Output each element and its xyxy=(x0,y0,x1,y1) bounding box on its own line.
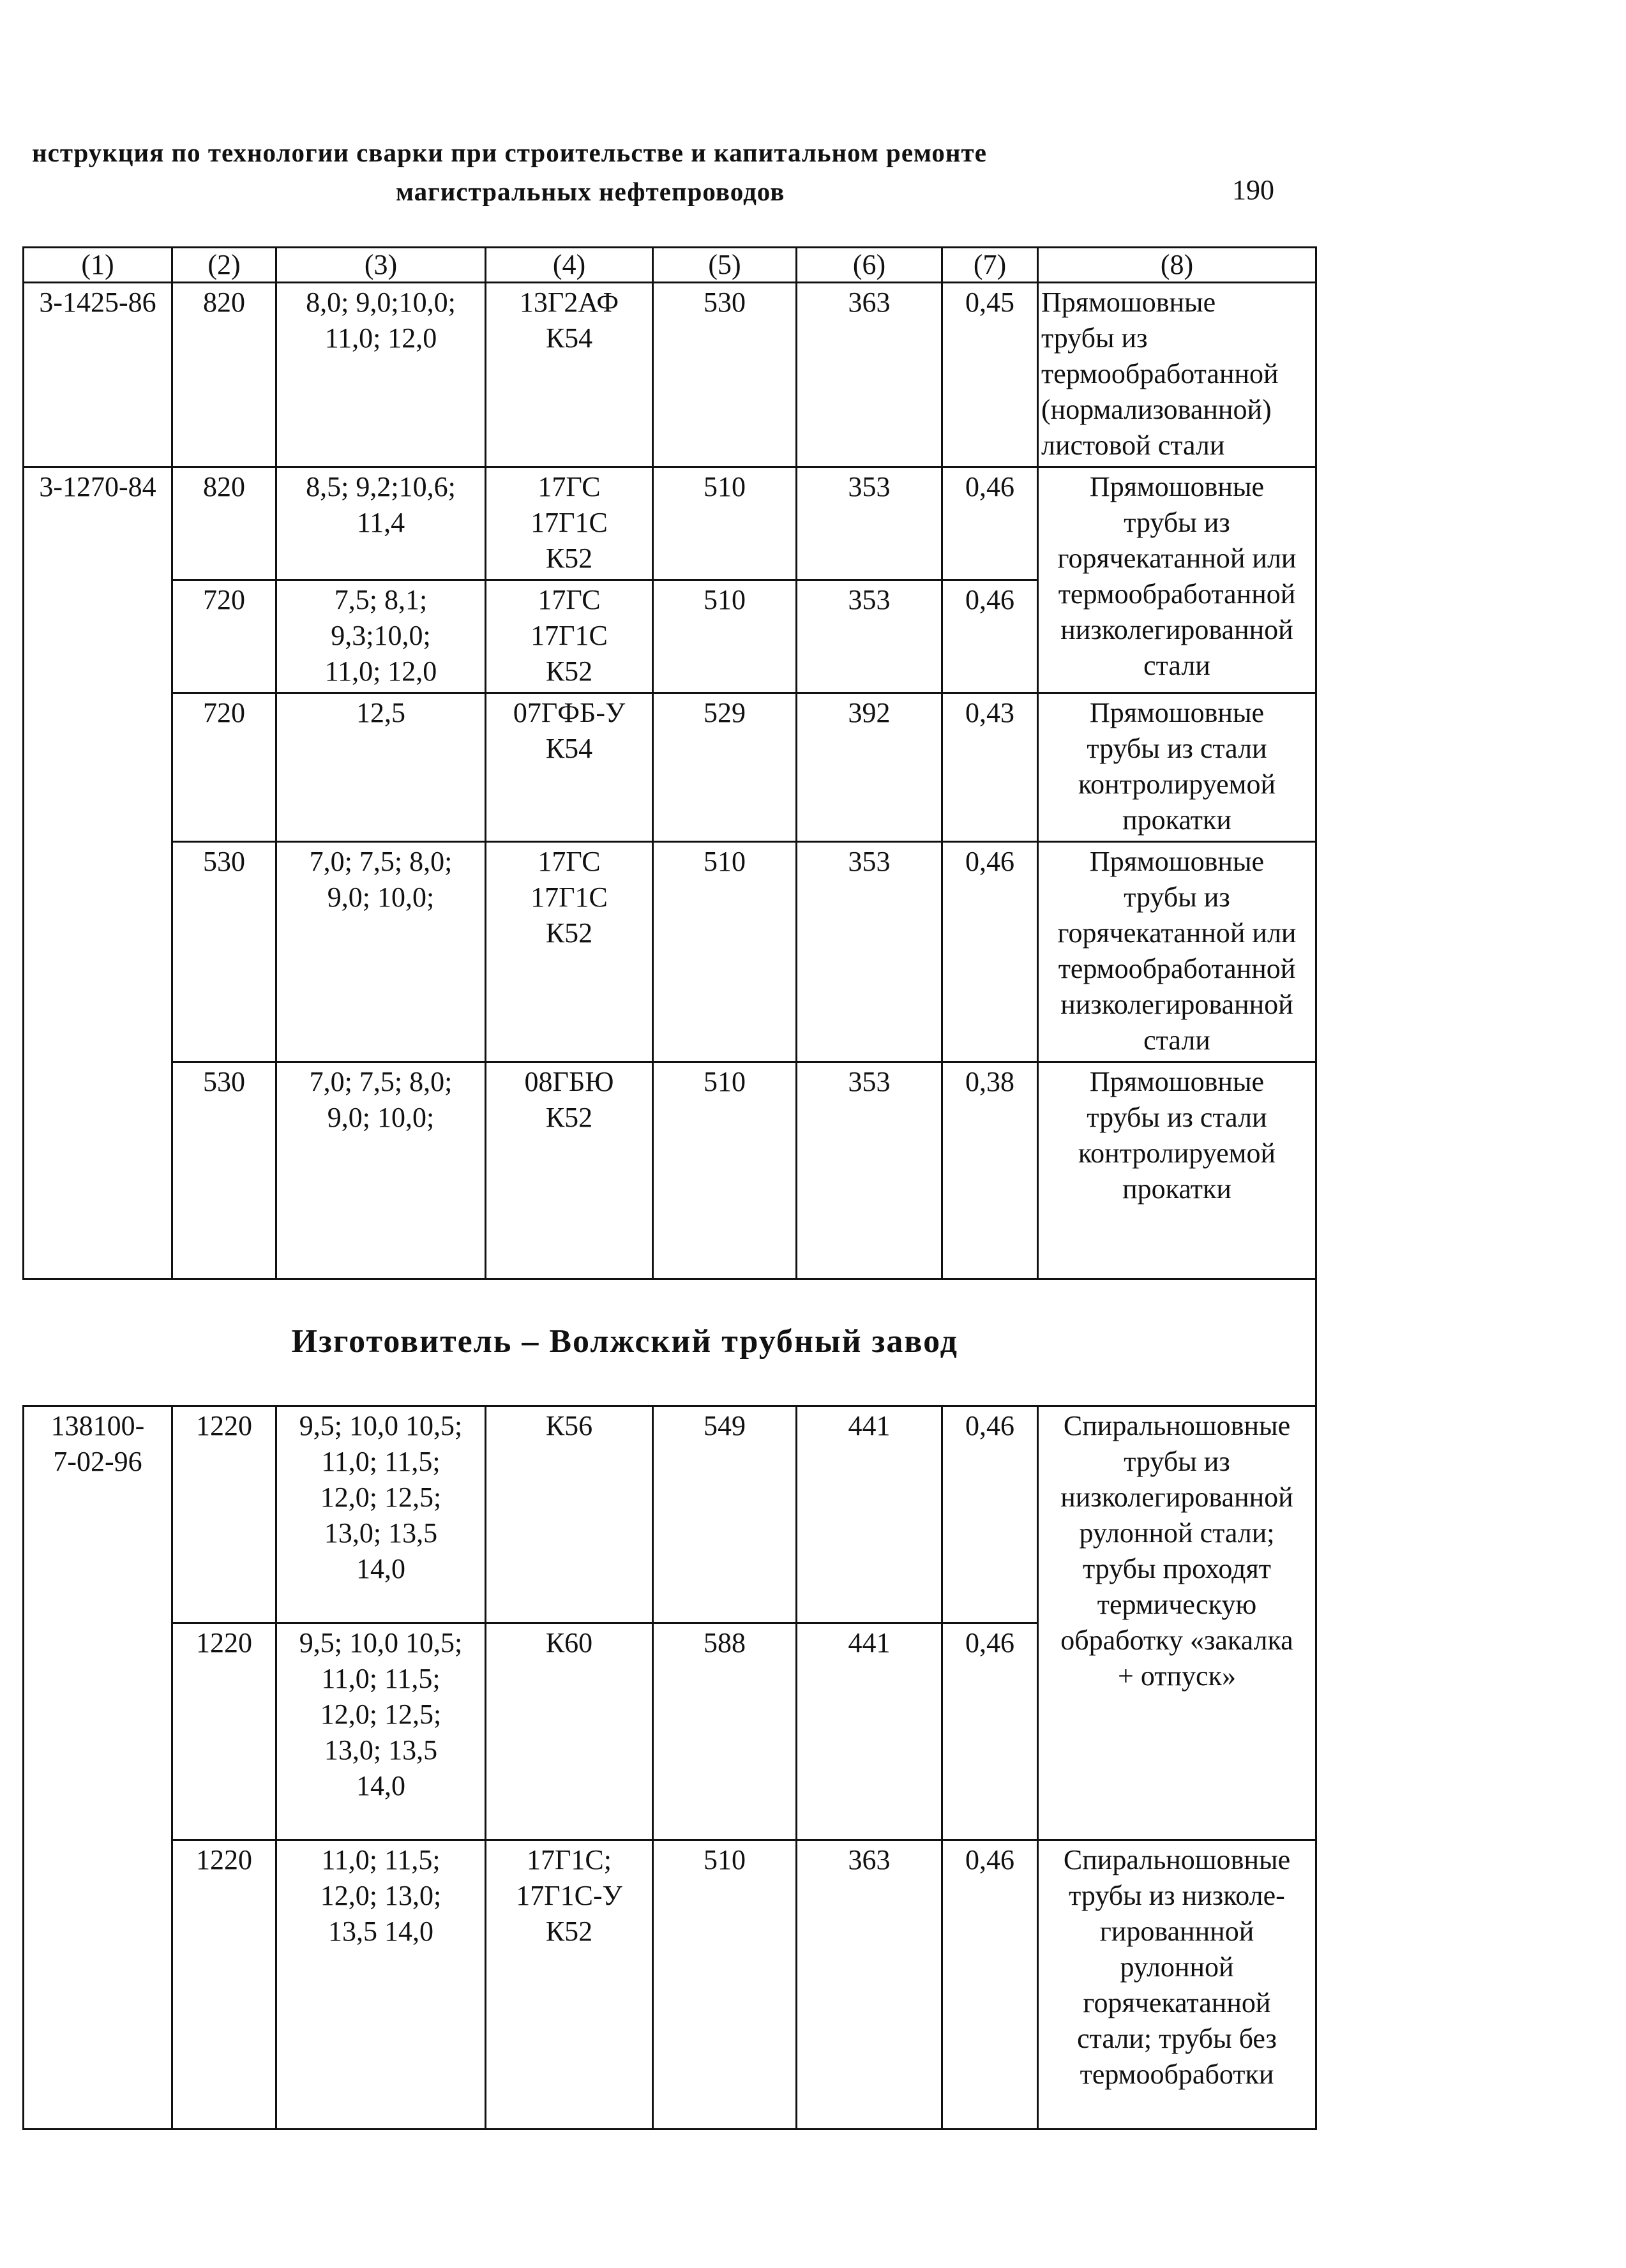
table-row xyxy=(24,1406,1316,1623)
cell-thickness: 11,0; 11,5; 12,0; 13,0; 13,5 14,0 xyxy=(276,1840,486,2129)
cell-thickness: 7,0; 7,5; 8,0; 9,0; 10,0; xyxy=(276,842,486,1062)
cell-col6: 363 xyxy=(797,283,942,467)
cell-steel: 17Г1С; 17Г1С-У К52 xyxy=(486,1840,653,2129)
cell-col5: 510 xyxy=(653,580,797,693)
cell-col6: 441 xyxy=(797,1406,942,1623)
cell-diameter: 720 xyxy=(172,693,276,842)
cell-thickness: 8,0; 9,0;10,0; 11,0; 12,0 xyxy=(276,283,486,467)
cell-steel: К56 xyxy=(486,1406,653,1623)
cell-col6: 353 xyxy=(797,467,942,580)
cell-col5: 530 xyxy=(653,283,797,467)
cell-diameter: 1220 xyxy=(172,1623,276,1840)
cell-steel: 17ГС 17Г1С К52 xyxy=(486,580,653,693)
cell-diameter: 820 xyxy=(172,467,276,580)
cell-description: Прямошовные трубы из термообработанной (нормализованной) листовой стали xyxy=(1038,283,1316,467)
cell-steel: 08ГБЮ К52 xyxy=(486,1062,653,1279)
cell-spec: 3-1425-86 xyxy=(24,283,172,467)
section-row xyxy=(24,1279,1316,1406)
column-header: (1) xyxy=(24,248,172,283)
cell-thickness: 9,5; 10,0 10,5; 11,0; 11,5; 12,0; 12,5; 13,0; 13,5 14,0 xyxy=(276,1406,486,1623)
table-row xyxy=(24,842,1316,1062)
cell-thickness: 7,5; 8,1; 9,3;10,0; 11,0; 12,0 xyxy=(276,580,486,693)
table-row xyxy=(24,467,1316,580)
cell-col7: 0,46 xyxy=(942,580,1038,693)
column-header: (2) xyxy=(172,248,276,283)
cell-steel: 13Г2АФ К54 xyxy=(486,283,653,467)
cell-diameter: 1220 xyxy=(172,1840,276,2129)
cell-col7: 0,46 xyxy=(942,467,1038,580)
cell-description: Прямошовные трубы из горячекатанной или термообработанной низколегированной стали xyxy=(1038,467,1316,693)
cell-col6: 353 xyxy=(797,1062,942,1279)
cell-steel: К60 xyxy=(486,1623,653,1840)
cell-col6: 363 xyxy=(797,1840,942,2129)
cell-col7: 0,43 xyxy=(942,693,1038,842)
cell-description: Спиральношовные трубы из низколегированной рулонной стали; трубы проходят термическую обработку «закалка + отпуск» xyxy=(1038,1406,1316,1840)
cell-diameter: 530 xyxy=(172,842,276,1062)
cell-steel: 07ГФБ-У К54 xyxy=(486,693,653,842)
cell-col7: 0,46 xyxy=(942,1406,1038,1623)
cell-col5: 510 xyxy=(653,467,797,580)
cell-col5: 529 xyxy=(653,693,797,842)
cell-description: Прямошовные трубы из стали контролируемой прокатки xyxy=(1038,1062,1316,1279)
cell-spec: 3-1270-84 xyxy=(24,467,172,1279)
document-header-line2: магистральных нефтепроводов xyxy=(396,177,785,206)
page-number: 190 xyxy=(1232,174,1274,206)
cell-col6: 392 xyxy=(797,693,942,842)
cell-col7: 0,38 xyxy=(942,1062,1038,1279)
cell-col7: 0,46 xyxy=(942,842,1038,1062)
pipe-specs-table xyxy=(22,246,1317,2130)
cell-diameter: 820 xyxy=(172,283,276,467)
section-title: Изготовитель – Волжский трубный завод xyxy=(24,1279,1316,1406)
cell-spec: 138100- 7-02-96 xyxy=(24,1406,172,2129)
cell-col6: 353 xyxy=(797,842,942,1062)
column-header: (3) xyxy=(276,248,486,283)
table-row xyxy=(24,693,1316,842)
column-header: (8) xyxy=(1038,248,1316,283)
column-header: (6) xyxy=(797,248,942,283)
column-header: (5) xyxy=(653,248,797,283)
table-row xyxy=(24,1062,1316,1279)
cell-col5: 510 xyxy=(653,1840,797,2129)
cell-description: Прямошовные трубы из стали контролируемой прокатки xyxy=(1038,693,1316,842)
cell-diameter: 530 xyxy=(172,1062,276,1279)
cell-description: Спиральношовные трубы из низколе- гированнной рулонной горячекатанной стали; трубы без термообработки xyxy=(1038,1840,1316,2129)
cell-description: Прямошовные трубы из горячекатанной или термообработанной низколегированной стали xyxy=(1038,842,1316,1062)
cell-thickness: 8,5; 9,2;10,6; 11,4 xyxy=(276,467,486,580)
table-header-row xyxy=(24,248,1316,283)
table-row xyxy=(24,283,1316,467)
cell-col5: 588 xyxy=(653,1623,797,1840)
cell-col5: 549 xyxy=(653,1406,797,1623)
document-header-line1: нструкция по технологии сварки при строительстве и капитальном ремонте xyxy=(32,138,987,167)
cell-thickness: 12,5 xyxy=(276,693,486,842)
cell-col5: 510 xyxy=(653,842,797,1062)
cell-col5: 510 xyxy=(653,1062,797,1279)
cell-col7: 0,45 xyxy=(942,283,1038,467)
table-row xyxy=(24,1840,1316,2129)
cell-col7: 0,46 xyxy=(942,1840,1038,2129)
cell-thickness: 9,5; 10,0 10,5; 11,0; 11,5; 12,0; 12,5; 13,0; 13,5 14,0 xyxy=(276,1623,486,1840)
cell-thickness: 7,0; 7,5; 8,0; 9,0; 10,0; xyxy=(276,1062,486,1279)
cell-col7: 0,46 xyxy=(942,1623,1038,1840)
cell-col6: 441 xyxy=(797,1623,942,1840)
cell-steel: 17ГС 17Г1С К52 xyxy=(486,842,653,1062)
cell-steel: 17ГС 17Г1С К52 xyxy=(486,467,653,580)
cell-diameter: 1220 xyxy=(172,1406,276,1623)
cell-diameter: 720 xyxy=(172,580,276,693)
column-header: (4) xyxy=(486,248,653,283)
cell-col6: 353 xyxy=(797,580,942,693)
column-header: (7) xyxy=(942,248,1038,283)
